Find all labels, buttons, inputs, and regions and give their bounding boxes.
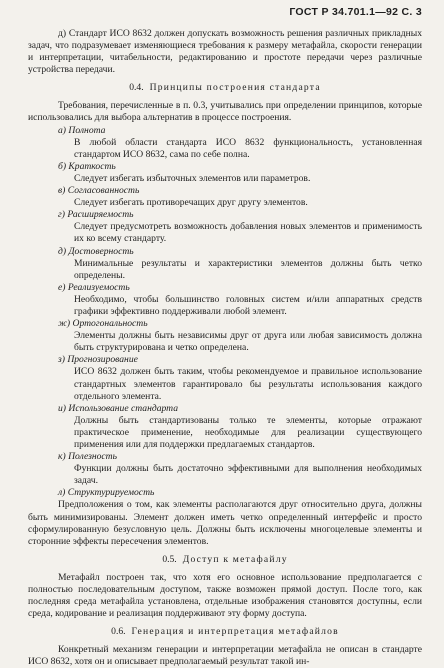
list-item-text: Минимальные результаты и характеристики элементов должны быть четко определены. (74, 257, 422, 281)
list-item-head: з) Прогнозирование (58, 354, 138, 366)
section-0-5-heading (28, 554, 422, 565)
section-0-6-text: Конкретный механизм генерации и интерпретации метафайла не описан в стандарте ИСО 8632, хотя он и описывает предполагаемый результат такой ин- (28, 644, 422, 668)
section-0-6-heading (28, 626, 422, 637)
page-content (28, 28, 422, 668)
list-item-head: г) Расширяемость (58, 209, 134, 221)
list-item-head: и) Использование стандарта (58, 402, 179, 414)
list-item-head: ж) Ортогональность (58, 318, 148, 330)
list-item-text: Функции должны быть достаточно эффективными для выполнения необходимых задач. (74, 463, 422, 487)
section-0-5-text: Метафайл построен так, что хотя его основное использование предполагается с полностью последовательным доступом, также возможен прямой доступ. После того, как последняя среда метафайла установлена, отдельные изображения становятся доступны, если среда, кодирование и реализация поддерживают эту форму доступа. (28, 571, 422, 620)
list-item-head: б) Краткость (58, 160, 116, 172)
list-item-head: е) Реализуемость (58, 281, 130, 293)
page-header: ГОСТ Р 34.701.1—92 С. 3 (289, 6, 422, 18)
list-item-head: л) Структурируемость (58, 487, 155, 499)
list-item-text: Следует избегать противоречащих друг другу элементов. (74, 197, 308, 209)
section-title: Принципы построения стандарта (149, 82, 321, 94)
list-item-text: Необходимо, чтобы большинство головных систем и/или аппаратных средств графики эффективно поддерживали любой элемент. (74, 293, 422, 317)
section-0-4-heading (28, 82, 422, 93)
list-item-text: В любой области стандарта ИСО 8632 функциональность, установленная стандартом ИСО 8632, сама по себе полна. (74, 136, 422, 160)
list-item-head: к) Полезность (58, 451, 117, 463)
list-item-text: Элементы должны быть независимы друг от друга или любая зависимость должна быть структурирована и четко определена. (74, 330, 422, 354)
section-number: 0.5. (162, 553, 177, 565)
list-item-head: д) Достоверность (58, 245, 134, 257)
list-item-text: Следует избегать избыточных элементов или параметров. (74, 172, 311, 184)
section-0-4-closing: Предположения о том, как элементы располагаются друг относительно друга, должны быть минимизированы. Элемент должен иметь четко определенный интерфейс и просто сформулированную безусловную цель. Должны быть исключены многоцелевые элементы и сторонние эффекты пересечения элементов. (28, 499, 422, 547)
list-item-head: а) Полнота (58, 124, 106, 136)
intro-paragraph-d: д) Стандарт ИСО 8632 должен допускать возможность решения различных прикладных задач, что подразумевает изменяющиеся требования к размеру метафайла, скорости генерации и интерпретации, читабельности, редактированию и простоте передачи через различные устройства передачи. (28, 28, 422, 76)
list-item-head: в) Согласованность (58, 185, 140, 197)
section-number: 0.6. (111, 626, 126, 638)
section-title: Доступ к метафайлу (182, 553, 288, 565)
section-0-4-intro: Требования, перечисленные в п. 0.3, учитывались при определении принципов, которые использовались для выбора альтернатив в процессе построения. (28, 100, 422, 124)
list-item-text: Должны быть стандартизованы только те элементы, которые отражают практическое применение, необходимые для реализации существующего применения или для поддержки предлагаемых стандартов. (74, 414, 422, 450)
list-item-text: ИСО 8632 должен быть таким, чтобы рекомендуемое и правильное использование стандартных элементов гарантировало бы результаты использования каждого отдельного элемента. (74, 366, 422, 402)
section-number: 0.4. (129, 82, 144, 94)
list-item-text: Следует предусмотреть возможность добавления новых элементов и применимость их ко всему стандарту. (74, 221, 422, 245)
section-title: Генерация и интерпретация метафайлов (131, 626, 339, 638)
